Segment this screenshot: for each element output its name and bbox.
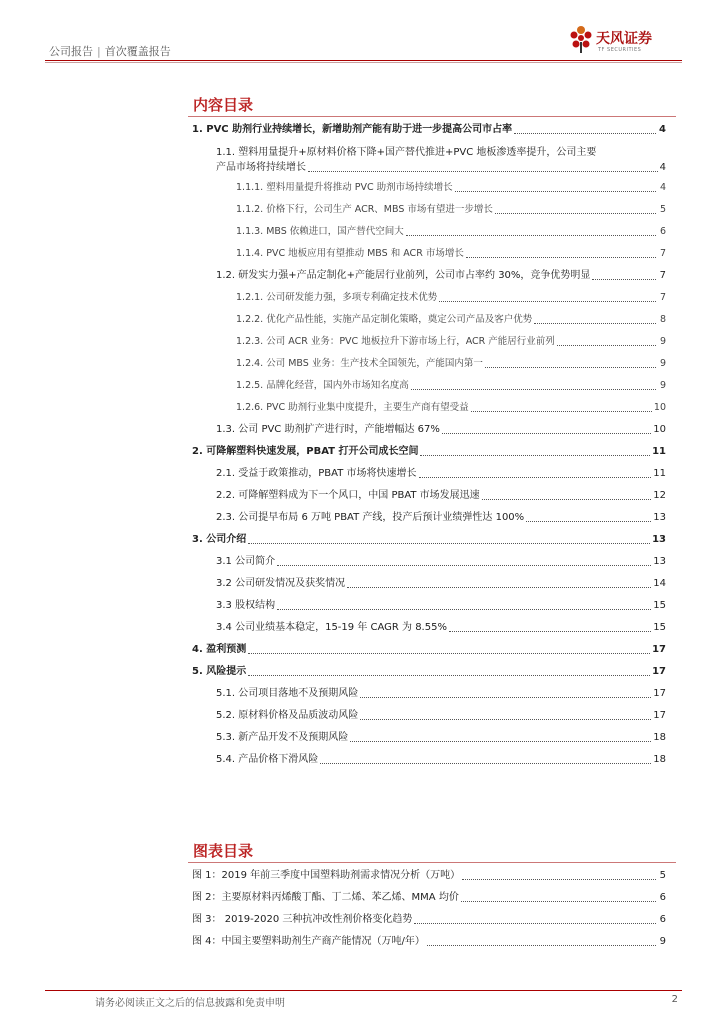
leader-dots: [495, 213, 656, 214]
figure-entry-page: 9: [659, 936, 666, 947]
toc-entry-text-cont: 产品市场将持续增长: [216, 162, 306, 173]
leader-dots: [350, 741, 651, 742]
leader-dots: [411, 389, 656, 390]
leader-dots: [427, 945, 656, 946]
leader-dots: [414, 923, 656, 924]
leader-dots: [277, 565, 651, 566]
header-first-coverage: 首次覆盖报告: [104, 45, 171, 58]
toc-entry-text: 5.1. 公司项目落地不及预期风险: [216, 688, 359, 699]
toc-entry-page: 17: [652, 644, 666, 655]
toc-entry[interactable]: [192, 124, 666, 136]
figures-title-underline: [188, 862, 676, 863]
toc-entry[interactable]: [192, 666, 666, 678]
toc-entry[interactable]: [216, 688, 666, 700]
toc-entry-text: 1.2.4. 公司 MBS 业务：生产技术全国领先，产能国内第一: [236, 358, 483, 369]
leader-dots: [462, 879, 656, 880]
leader-dots: [439, 301, 656, 302]
leader-dots: [308, 171, 658, 172]
toc-entry-page: 6: [659, 226, 666, 237]
leader-dots: [592, 279, 656, 280]
toc-entry-page: 7: [659, 270, 666, 281]
toc-entry[interactable]: [216, 468, 666, 480]
toc-entry-text: 3.4 公司业绩基本稳定，15-19 年 CAGR 为 8.55%: [216, 622, 447, 633]
toc-entry-page: 4: [659, 182, 666, 193]
toc-entry-page: 17: [653, 710, 666, 721]
toc-entry-text: 3.2 公司研发情况及获奖情况: [216, 578, 346, 589]
leader-dots: [420, 455, 650, 456]
figures-title: 图表目录: [193, 842, 254, 860]
toc-entry-text: 2.3. 公司提早布局 6 万吨 PBAT 产线，投产后预计业绩弹性达 100%: [216, 512, 525, 523]
leader-dots: [406, 235, 656, 236]
toc-entry[interactable]: [192, 446, 666, 458]
toc-entry-page: 13: [653, 512, 666, 523]
toc-entry-text: 1.2.1. 公司研发能力强，多项专利确定技术优势: [236, 292, 438, 303]
toc-entry-page: 9: [659, 380, 666, 391]
toc-entry-text: 1. PVC 助剂行业持续增长，新增助剂产能有助于进一步提高公司市占率: [192, 124, 513, 135]
leader-dots: [320, 763, 651, 764]
toc-entry-page: 4: [659, 124, 666, 135]
toc-entry-text: 3.1 公司简介: [216, 556, 276, 567]
toc-entry[interactable]: [216, 600, 666, 612]
toc-entry[interactable]: [216, 145, 666, 175]
leader-dots: [557, 345, 656, 346]
toc-entry-page: 18: [653, 732, 666, 743]
toc-entry[interactable]: [236, 314, 666, 326]
toc-entry-page: 11: [653, 468, 666, 479]
toc-entry[interactable]: [236, 402, 666, 414]
toc-entry-page: 9: [659, 358, 666, 369]
toc-entry-text: 3.3 股权结构: [216, 600, 276, 611]
toc-entry-text: 1.2.2. 优化产品性能，实施产品定制化策略，奠定公司产品及客户优势: [236, 314, 533, 325]
leader-dots: [534, 323, 656, 324]
toc-entry-page: 8: [659, 314, 666, 325]
flower-logo-icon: [568, 24, 594, 54]
leader-dots: [360, 719, 651, 720]
toc-entry-text: 5.2. 原材料价格及品质波动风险: [216, 710, 359, 721]
footer-disclaimer: 请务必阅读正文之后的信息披露和免责申明: [95, 998, 285, 1009]
page-number: 2: [671, 994, 678, 1005]
toc-entry-page: 9: [659, 336, 666, 347]
leader-dots: [461, 901, 656, 902]
toc-entry-page: 5: [659, 204, 666, 215]
toc-entry-text: 5. 风险提示: [192, 666, 247, 677]
figure-entry-text: 图 3： 2019-2020 三种抗冲改性剂价格变化趋势: [192, 914, 413, 925]
leader-dots: [514, 133, 656, 134]
leader-dots: [360, 697, 651, 698]
leader-dots: [526, 521, 651, 522]
leader-dots: [277, 609, 651, 610]
toc-entry-page: 12: [653, 490, 666, 501]
leader-dots: [455, 191, 656, 192]
brand-logo: [568, 24, 680, 60]
toc-entry[interactable]: [216, 710, 666, 722]
toc-entry-text: 5.3. 新产品开发不及预期风险: [216, 732, 349, 743]
toc-entry[interactable]: [192, 534, 666, 546]
toc-entry[interactable]: [236, 226, 666, 238]
toc-entry[interactable]: [236, 204, 666, 216]
figure-entry-text: 图 2：主要原材料丙烯酸丁酯、丁二烯、苯乙烯、MMA 均价: [192, 892, 459, 903]
toc-entry[interactable]: [236, 182, 666, 194]
toc-entry-text: 4. 盈利预测: [192, 644, 247, 655]
toc-entry-text: 2.2. 可降解塑料成为下一个风口，中国 PBAT 市场发展迅速: [216, 490, 480, 501]
toc-entry-text: 1.1.3. MBS 依赖进口，国产替代空间大: [236, 226, 404, 237]
leader-dots: [248, 543, 650, 544]
toc-entry-page: 13: [653, 556, 666, 567]
toc-entry-text: 1.1.4. PVC 地板应用有望推动 MBS 和 ACR 市场增长: [236, 248, 464, 259]
toc-entry[interactable]: [216, 556, 666, 568]
figure-entry[interactable]: [192, 892, 666, 904]
toc-entry-page: 18: [653, 754, 666, 765]
header-separator: |: [97, 45, 101, 58]
toc-entry-page: 10: [653, 424, 666, 435]
toc-entry[interactable]: [192, 644, 666, 656]
toc-entry-text: 1.2.5. 品牌化经营，国内外市场知名度高: [236, 380, 409, 391]
leader-dots: [442, 433, 651, 434]
toc-entry-text: 2.1. 受益于政策推动，PBAT 市场将快速增长: [216, 468, 417, 479]
leader-dots: [449, 631, 651, 632]
figure-entry[interactable]: [192, 914, 666, 926]
leader-dots: [248, 653, 650, 654]
toc-entry-text: 1.3. 公司 PVC 助剂扩产进行时，产能增幅达 67%: [216, 424, 440, 435]
header-company-report: 公司报告: [49, 45, 93, 58]
toc-entry-page: 4: [659, 162, 666, 173]
toc-entry-page: 14: [653, 578, 666, 589]
toc-entry-page: 7: [659, 248, 666, 259]
leader-dots: [471, 411, 652, 412]
brand-name: 天风证券: [596, 31, 652, 47]
leader-dots: [248, 675, 650, 676]
figure-entry-page: 6: [659, 914, 666, 925]
toc-entry-page: 11: [652, 446, 666, 457]
toc-entry-text: 1.1. 塑料用量提升+原材料价格下降+国产替代推进+PVC 地板渗透率提升，公司主要: [216, 147, 597, 158]
figure-entry[interactable]: [192, 936, 666, 948]
toc-entry-text: 3. 公司介绍: [192, 534, 247, 545]
toc-entry[interactable]: [216, 270, 666, 282]
leader-dots: [466, 257, 656, 258]
toc-title: 内容目录: [193, 96, 254, 114]
leader-dots: [347, 587, 651, 588]
toc-entry[interactable]: [216, 424, 666, 436]
figure-entry-text: 图 4：中国主要塑料助剂生产商产能情况（万吨/年）: [192, 936, 425, 947]
toc-entry[interactable]: [216, 732, 666, 744]
figure-entry-text: 图 1：2019 年前三季度中国塑料助剂需求情况分析（万吨）: [192, 870, 461, 881]
toc-entry[interactable]: [216, 622, 666, 634]
toc-entry-page: 7: [659, 292, 666, 303]
toc-entry[interactable]: [236, 380, 666, 392]
header-divider-thin: [45, 62, 682, 63]
header-report-type: [49, 43, 171, 59]
toc-entry[interactable]: [236, 248, 666, 260]
toc-entry[interactable]: [216, 578, 666, 590]
toc-entry-page: 15: [653, 600, 666, 611]
toc-entry[interactable]: [216, 512, 666, 524]
toc-entry-page: 17: [653, 688, 666, 699]
leader-dots: [419, 477, 652, 478]
toc-entry[interactable]: [236, 292, 666, 304]
toc-title-underline: [188, 116, 676, 117]
toc-entry-text: 5.4. 产品价格下滑风险: [216, 754, 319, 765]
toc-entry-text: 1.2.3. 公司 ACR 业务：PVC 地板拉升下游市场上行，ACR 产能居行业前列: [236, 336, 555, 347]
toc-entry-text: 2. 可降解塑料快速发展，PBAT 打开公司成长空间: [192, 446, 419, 457]
leader-dots: [482, 499, 652, 500]
toc-entry[interactable]: [216, 754, 666, 766]
header-divider: [45, 60, 682, 61]
toc-entry[interactable]: [236, 336, 666, 348]
toc-entry-text: 1.1.2. 价格下行，公司生产 ACR、MBS 市场有望进一步增长: [236, 204, 493, 215]
toc-entry-text: 1.1.1. 塑料用量提升将推动 PVC 助剂市场持续增长: [236, 182, 453, 193]
brand-name-en: TF SECURITIES: [598, 47, 642, 53]
figure-entry-page: 6: [659, 892, 666, 903]
toc-entry[interactable]: [216, 490, 666, 502]
figure-entry-page: 5: [659, 870, 666, 881]
leader-dots: [485, 367, 656, 368]
toc-entry-text: 1.2. 研发实力强+产品定制化+产能居行业前列，公司市占率约 30%，竞争优势明显: [216, 270, 591, 281]
toc-entry[interactable]: [236, 358, 666, 370]
toc-entry-page: 15: [653, 622, 666, 633]
toc-entry-text: 1.2.6. PVC 助剂行业集中度提升，主要生产商有望受益: [236, 402, 469, 413]
footer-divider: [45, 990, 682, 991]
toc-entry-page: 17: [652, 666, 666, 677]
toc-entry-page: 13: [652, 534, 666, 545]
figure-entry[interactable]: [192, 870, 666, 882]
toc-entry-page: 10: [653, 402, 666, 413]
